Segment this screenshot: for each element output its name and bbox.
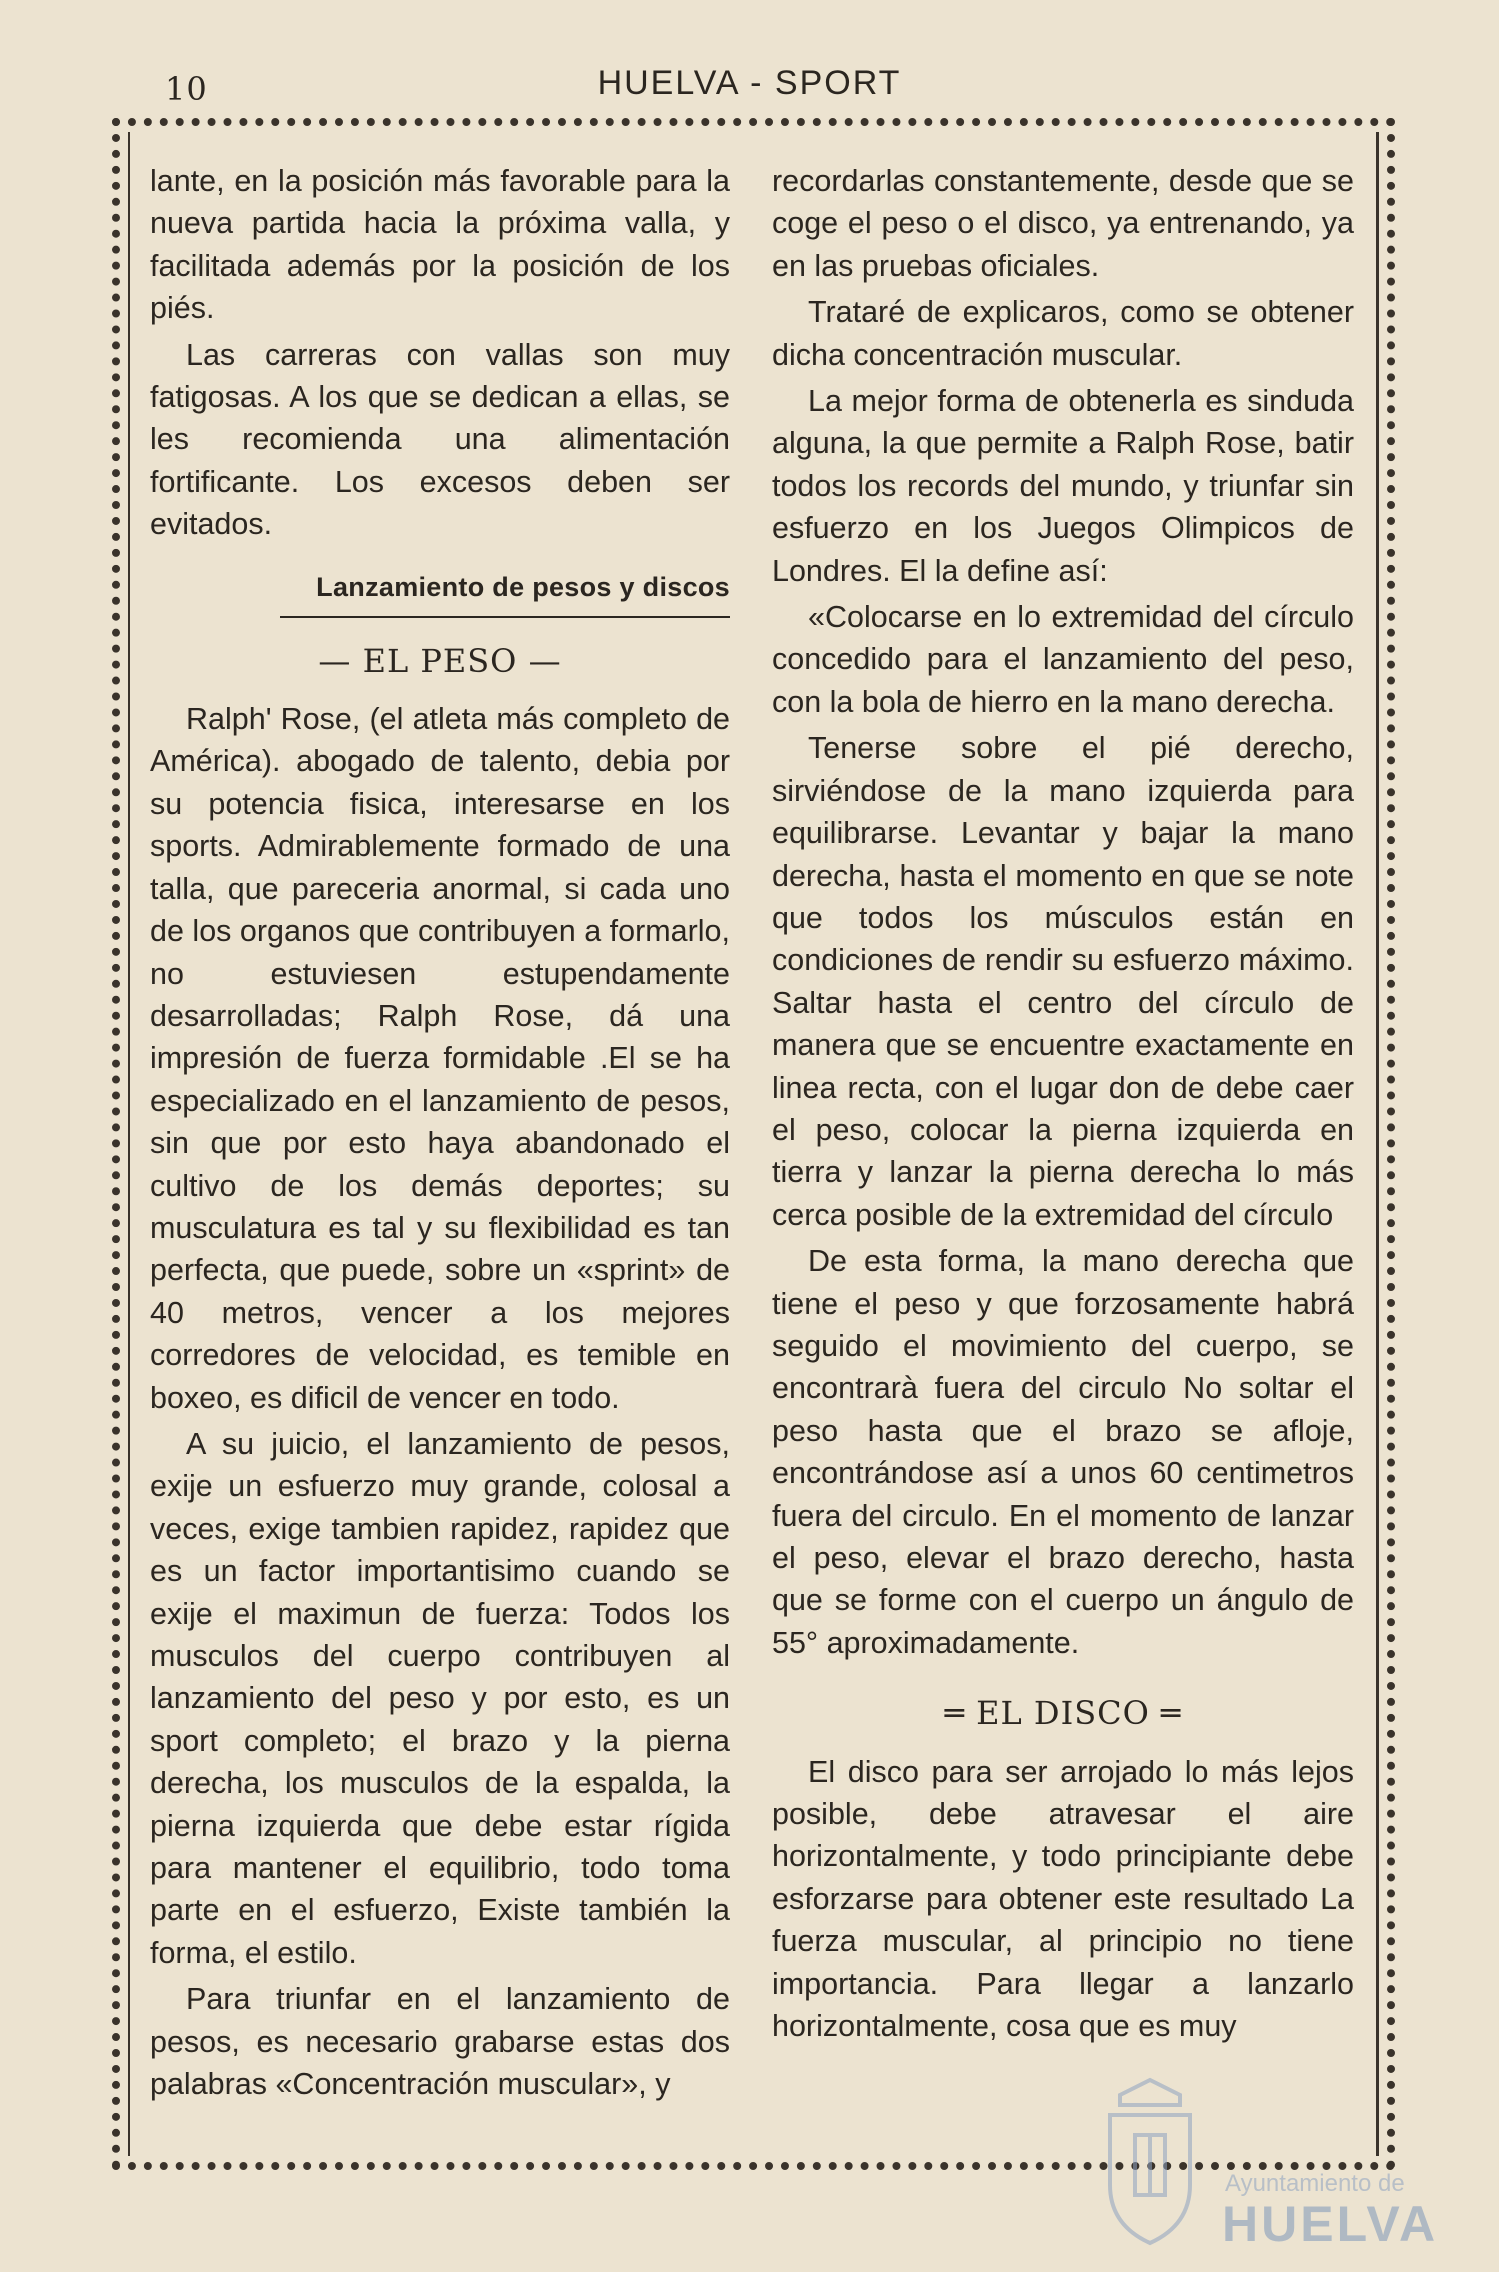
right-column	[772, 160, 1354, 2047]
paragraph: A su juicio, el lanzamiento de pesos, exije un esfuerzo muy grande, colosal a veces, exige tambien rapidez, rapidez que es un factor importantisimo cuando se exije el maximun de fuerza: Todos los musculos del cuerpo contribuyen al lanzamiento del peso y por esto, es un sport completo; el brazo y la pierna derecha, los musculos de la espalda, la pierna izquierda que debe estar rígida para mantener el equilibrio, todo toma parte en el esfuerzo, Existe también la forma, el estilo.	[150, 1426, 730, 1970]
section-title: Lanzamiento de pesos y discos	[316, 571, 730, 602]
paragraph: Tenerse sobre el pié derecho, sirviéndose de la mano izquierda para equilibrarse. Levantar y bajar la mano derecha, hasta el momento en que se note que todos los músculos están en condiciones de rendir su esfuerzo máximo. Saltar hasta el centro del círculo de manera que se encuentre exactamente en linea recta, con el lugar don de debe caer el peso, colocar la pierna izquierda en tierra y lanzar la pierna derecha lo más cerca posible de la extremidad del círculo	[772, 731, 1354, 1232]
paragraph: La mejor forma de obtenerla es sinduda alguna, la que permite a Ralph Rose, batir todos los records del mundo, y triunfar sin esfuerzo en los Juegos Olimpicos de Londres. El la define así:	[772, 384, 1354, 588]
paragraph: «Colocarse en lo extremidad del círculo concedido para el lanzamiento del peso, con la bola de hierro en la mano derecha.	[772, 600, 1354, 719]
page-header	[0, 62, 1499, 112]
page-number: 10	[165, 70, 208, 108]
subheading-peso: — EL PESO —	[318, 641, 562, 680]
paragraph: El disco para ser arrojado lo más lejos posible, debe atravesar el aire horizontalmente, y todo principiante debe esforzarse para obtener este resultado La fuerza muscular, al principio no tiene importancia. Para llegar a lanzarlo horizontalmente, cosa que es muy	[772, 1754, 1354, 2044]
paragraph: Trataré de explicaros, como se obtener dicha concentración muscular.	[772, 295, 1354, 372]
watermark-line1: Ayuntamiento de	[1225, 2170, 1405, 2197]
paragraph: lante, en la posición más favorable para la nueva partida hacia la próxima valla, y facilitada además por la posición de los piés.	[150, 164, 730, 326]
subheading-disco: ═ EL DISCO ═	[944, 1694, 1182, 1733]
paragraph: Ralph' Rose, (el atleta más completo de América). abogado de talento, debia por su potencia fisica, interesarse en los sports. Admirablemente formado de una talla, que pareceria anormal, si cada uno de los organos que contribuyen a formarlo, no estuviesen estupendamente desarrolladas; Ralph Rose, dá una impresión de fuerza formidable .El se ha especializado en el lanzamiento de pesos, sin que por esto haya abandonado el cultivo de los demás deportes; su musculatura es tal y su flexibilidad es tan perfecta, que puede, sobre un «sprint» de 40 metros, vencer a los mejores corredores de velocidad, es temible en boxeo, es dificil de vencer en todo.	[150, 702, 730, 1415]
paragraph: Las carreras con vallas son muy fatigosas. A los que se dedican a ellas, se les recomienda una alimentación fortificante. Los excesos deben ser evitados.	[150, 337, 730, 542]
paragraph: recordarlas constantemente, desde que se coge el peso o el disco, ya entrenando, ya en las pruebas oficiales.	[772, 164, 1354, 283]
paragraph: Para triunfar en el lanzamiento de pesos, es necesario grabarse estas dos palabras «Concentración muscular», y	[150, 1982, 730, 2102]
watermark	[1090, 2075, 1439, 2255]
left-column	[150, 160, 730, 2105]
section-rule	[280, 616, 730, 618]
watermark-line2: HUELVA	[1222, 2196, 1439, 2252]
coat-of-arms-icon	[1090, 2075, 1210, 2250]
running-head: HUELVA - SPORT	[597, 64, 902, 102]
paragraph: De esta forma, la mano derecha que tiene el peso y que forzosamente habrá seguido el movimiento del cuerpo, se encontrarà fuera del circulo No soltar el peso hasta que el brazo se afloje, encontrándose así a unos 60 centimetros fuera del circulo. En el momento de lanzar el peso, elevar el brazo derecho, hasta que se forme con el cuerpo un ángulo de 55° aproximadamente.	[772, 1244, 1354, 1660]
